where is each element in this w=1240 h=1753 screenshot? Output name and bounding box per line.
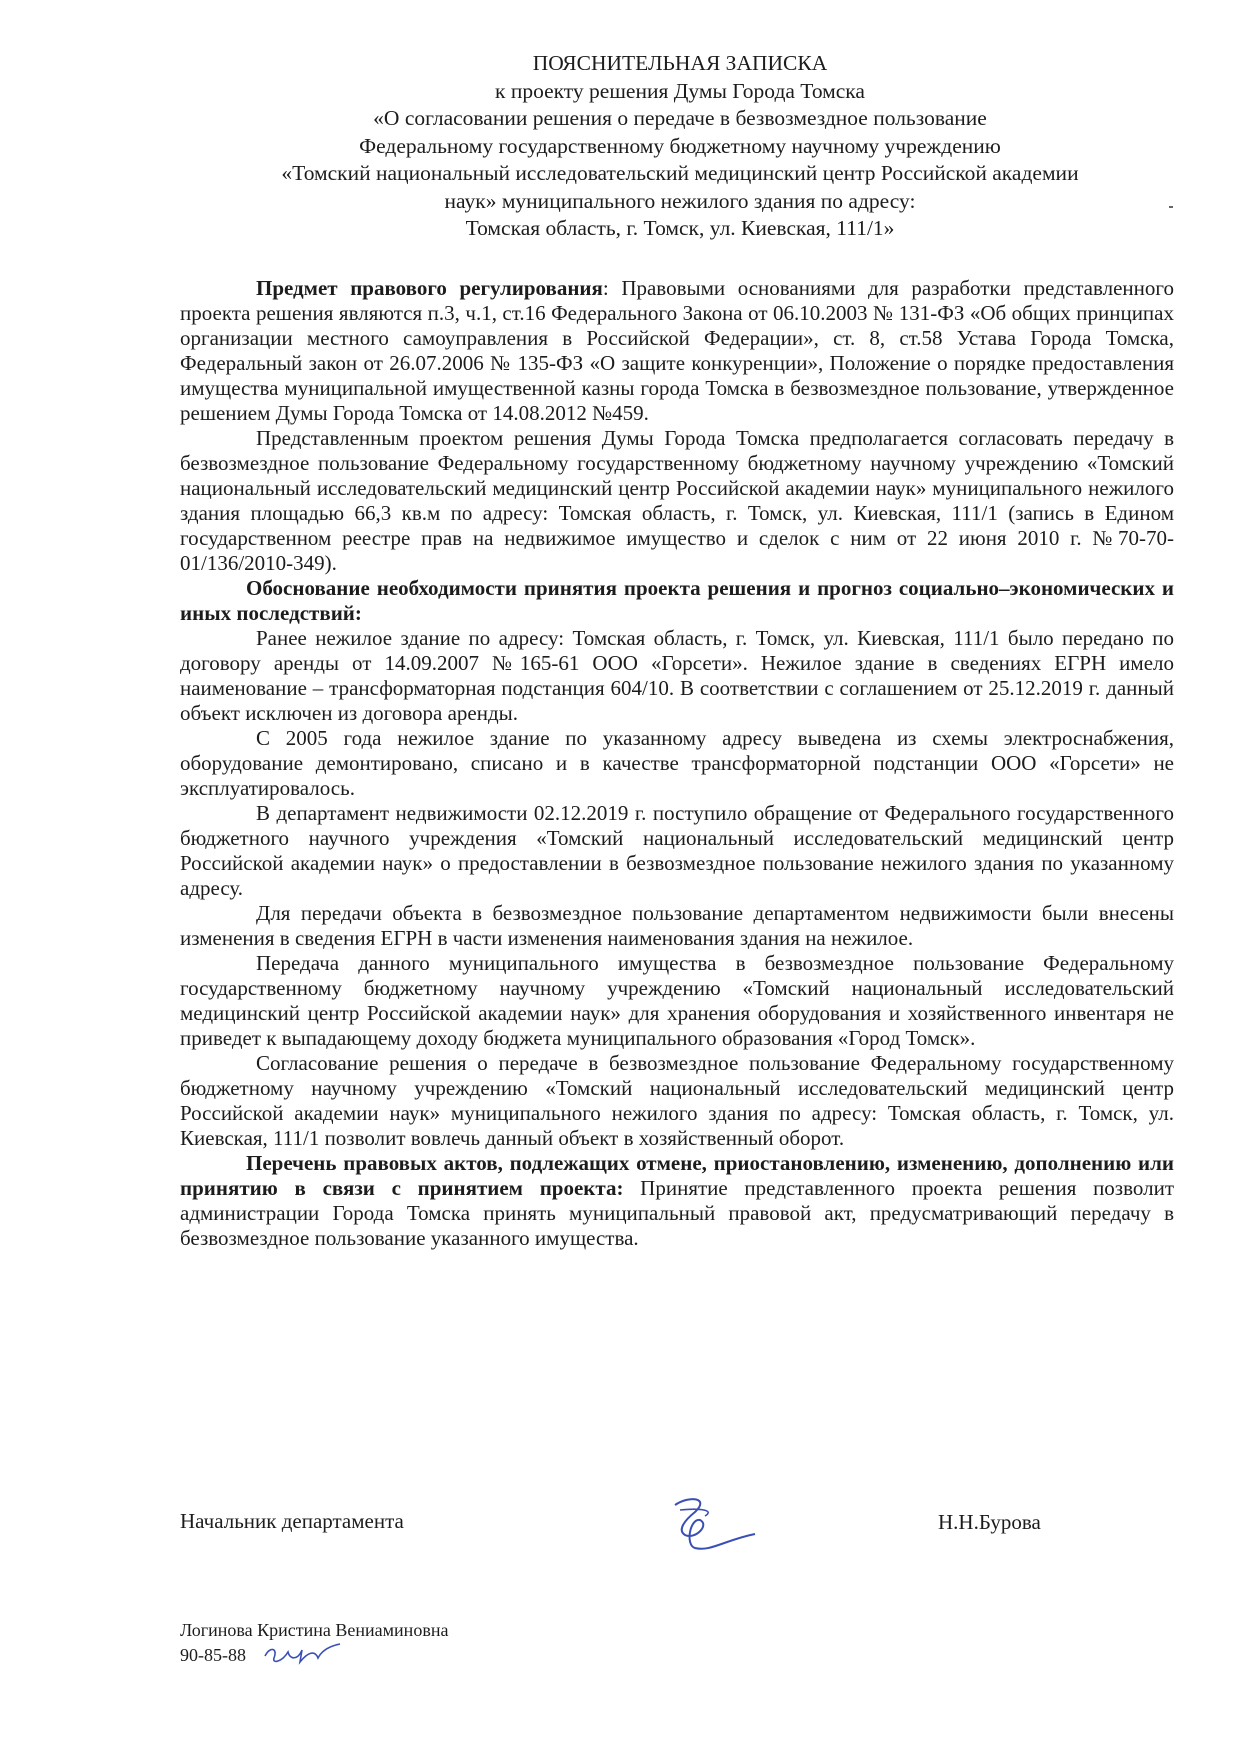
signatory-title: Начальник департамента <box>180 1509 404 1533</box>
paragraph-proposal: Представленным проектом решения Думы Города Томска предполагается согласовать передачу в безвозмездное пользование Федеральному государственному бюджетному научному учреждению «Томский национальный исследовательский медицинский центр Российской академии наук» муниципального нежилого здания площадью 66,3 кв.м по адресу: Томская область, г. Томск, ул. Киевская, 111/1 (запись в Едином государственном реестре прав на недвижимое имущество и сделок с ним от 22 июня 2010 г. №70-70-01/136/2010-349). <box>180 426 1174 575</box>
paragraph-economic-use: Согласование решения о передаче в безвозмездное пользование Федеральному государственному бюджетному научному учреждению «Томский национальный исследовательский медицинский центр Российской академии наук» муниципального нежилого здания по адресу: Томская область, г. Томск, ул. Киевская, 111/1 позволит вовлечь данный объект в хозяйственный оборот. <box>180 1051 1174 1150</box>
justification-heading: Обоснование необходимости принятия проекта решения и прогноз социально–экономических и иных последствий: <box>180 576 1174 625</box>
signatory-name: Н.Н.Бурова <box>938 1510 1041 1534</box>
title-line-6: наук» муниципального нежилого здания по адресу: <box>444 188 916 213</box>
legal-basis-text: : Правовыми основаниями для разработки представленного проекта решения являются п.3, ч.1, ст.16 Федерального Закона от 06.10.2003 № 131-ФЗ «Об общих принципах организации местного самоуправления в Российской Федерации», ст. 8, ст.58 Устава Города Томска, Федеральный закон от 26.07.2006 № 135-ФЗ «О защите конкуренции», Положение о порядке предоставления имущества муниципальной имущественной казны города Томска в безвозмездное пользование, утвержденное решением Думы Города Томска от 14.08.2012 №459. <box>180 276 1174 425</box>
scan-speck <box>1169 206 1173 208</box>
paragraph-justification-heading <box>180 576 1174 626</box>
paragraph-egrn-changes: Для передачи объекта в безвозмездное пользование департаментом недвижимости были внесены изменения в сведения ЕГРН в части изменения наименования здания на нежилое. <box>180 901 1174 950</box>
paragraph-lease-history: Ранее нежилое здание по адресу: Томская область, г. Томск, ул. Киевская, 111/1 было передано по договору аренды от 14.09.2007 №165-61 ООО «Горсети». Нежилое здание в сведениях ЕГРН имело наименование – трансформаторная подстанция 604/10. В соответствии с соглашением от 25.12.2019 г. данный объект исключен из договора аренды. <box>180 626 1174 725</box>
paragraph-decommission: С 2005 года нежилое здание по указанному адресу выведена из схемы электроснабжения, оборудование демонтировано, списано и в качестве трансформаторной подстанции ООО «Горсети» не эксплуатировалось. <box>180 726 1174 800</box>
document-title: ПОЯСНИТЕЛЬНАЯ ЗАПИСКА <box>532 51 828 75</box>
paragraph-request: В департамент недвижимости 02.12.2019 г. поступило обращение от Федерального государственного бюджетного научного учреждения «Томский национальный исследовательский медицинский центр Российской академии наук» о предоставлении в безвозмездное пользование нежилого здания по указанному адресу. <box>180 801 1174 900</box>
title-line-3: «О согласовании решения о передаче в безвозмездное пользование <box>373 106 987 130</box>
title-line-7: Томская область, г. Томск, ул. Киевская, 111/1» <box>465 216 895 240</box>
title-line-4: Федеральному государственному бюджетному научному учреждению <box>359 133 1001 158</box>
document-body <box>180 276 1174 1251</box>
title-line-2: к проекту решения Думы Города Томска <box>495 78 865 103</box>
legal-acts-text: Принятие представленного проекта решения позволит администрации Города Томска принять муниципальный правовой акт, предусматривающий передачу в безвозмездное пользование указанного имущества. <box>180 1176 1174 1250</box>
document-header <box>180 50 1180 243</box>
handwritten-signature <box>655 1490 765 1560</box>
legal-basis-heading: Предмет правового регулирования <box>256 276 603 300</box>
executor-initials-signature <box>260 1638 345 1668</box>
paragraph-legal-acts <box>180 1151 1174 1251</box>
paragraph-budget-impact: Передача данного муниципального имущества в безвозмездное пользование Федеральному государственному бюджетному научному учреждению «Томский национальный исследовательский медицинский центр Российской академии наук» для хранения оборудования и хозяйственного инвентаря не приведет к выпадающему доходу бюджета муниципального образования «Город Томск». <box>180 951 1174 1050</box>
title-line-5: «Томский национальный исследовательский медицинский центр Российской академии <box>281 161 1079 185</box>
executor-phone: 90-85-88 <box>180 1645 246 1665</box>
executor-name: Логинова Кристина Вениаминовна <box>180 1620 449 1640</box>
paragraph-legal-basis <box>180 276 1174 426</box>
legal-acts-heading: Перечень правовых актов, подлежащих отмене, приостановлению, изменению, дополнению или принятию в связи с принятием проекта: <box>180 1151 1174 1200</box>
